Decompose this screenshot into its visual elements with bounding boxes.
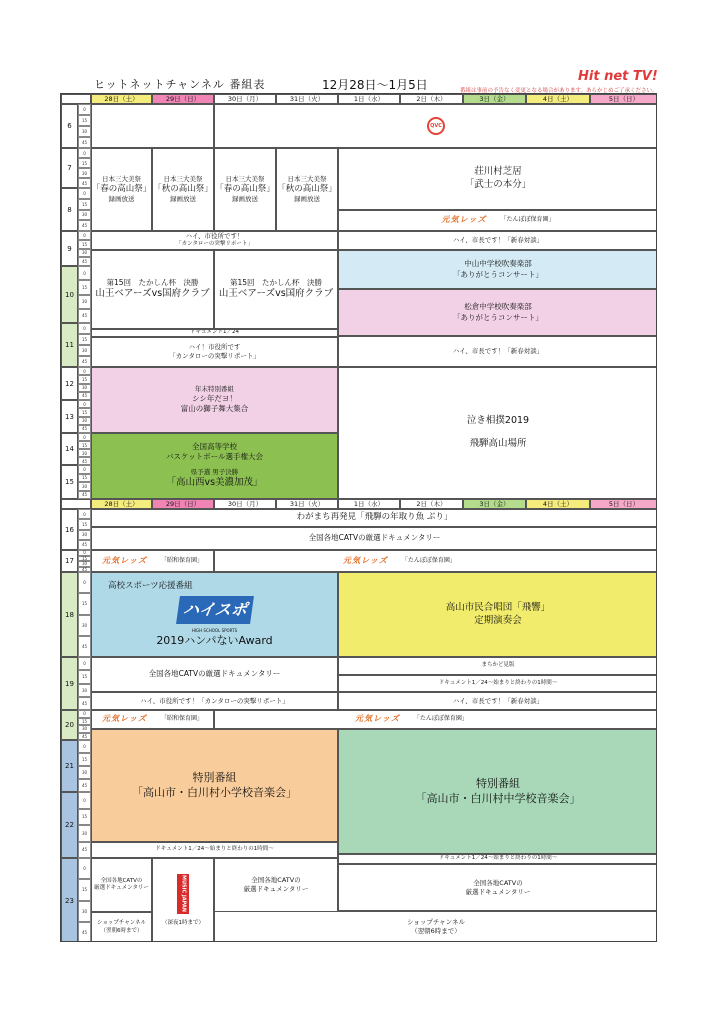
program-nakizumo[interactable]	[338, 367, 657, 499]
minute-label: 15	[78, 158, 91, 168]
minute-label: 30	[78, 295, 91, 309]
minute-label: 0	[78, 266, 91, 280]
program-shop-channel[interactable]	[214, 911, 657, 942]
program-subtitle: 「ありがとうコンサート」	[453, 269, 543, 279]
program-title: 「春の高山祭」	[215, 183, 275, 194]
minute-label: 15	[78, 199, 91, 210]
program-title: 松倉中学校吹奏楽部	[464, 302, 532, 312]
minute-label: 15	[78, 670, 91, 683]
hour-label: 16	[61, 509, 78, 550]
minute-label: 45	[78, 491, 91, 500]
day-header: 28日（土）	[91, 94, 152, 104]
program-title: 全国各地CATVの	[251, 876, 301, 885]
program-bijutsu-haru[interactable]	[91, 148, 152, 231]
channel-title: ヒットネットチャンネル 番組表	[94, 78, 266, 91]
minute-label: 15	[78, 441, 91, 449]
day-header: 2日（木）	[400, 94, 463, 104]
program-catv-documentary[interactable]: 全国各地CATVの厳選ドキュメンタリー	[91, 657, 338, 692]
minute-label: 45	[78, 178, 91, 188]
program-tanpopo[interactable]	[338, 210, 657, 231]
hour-label: 7	[61, 148, 78, 188]
minute-label: 0	[78, 657, 91, 670]
genki-reds-logo: 元気レッズ 「たんぽぽ保育園」	[355, 714, 468, 724]
minute-label: 30	[78, 725, 91, 733]
minute-label: 30	[78, 417, 91, 425]
program-series: 日本三大美祭	[287, 175, 327, 183]
minute-label: 30	[78, 901, 91, 922]
program-hai-shicho[interactable]: ハイ、市長です！「新春対談」	[338, 692, 657, 710]
minute-label: 15	[78, 474, 91, 483]
program-series: 日本三大美祭	[163, 175, 203, 183]
minute-label: 0	[78, 323, 91, 334]
program-nakayama[interactable]	[338, 250, 657, 289]
program-note: （深夜1時まで）	[162, 919, 204, 926]
minute-label: 15	[78, 240, 91, 249]
program-series: 日本三大美祭	[102, 175, 141, 183]
haispo-logo-subtitle: HIGH SCHOOL SPORTS	[191, 628, 238, 634]
day-header: 3日（金）	[463, 94, 526, 104]
minute-label: 30	[78, 561, 91, 567]
program-title: シシ年だヨ！	[192, 394, 237, 404]
program-music-japan[interactable]	[152, 858, 214, 942]
hour-label: 18	[61, 572, 78, 657]
minute-label: 0	[78, 433, 91, 441]
minute-label: 30	[78, 345, 91, 356]
program-document124[interactable]: ドキュメント1／24〜始まりと終わりの1時間〜	[338, 854, 657, 864]
program-takashin[interactable]	[214, 250, 338, 329]
minute-label: 45	[78, 220, 91, 231]
minute-label: 45	[78, 779, 91, 792]
haispo-logo-icon: ハイスポ	[176, 596, 254, 624]
minute-label: 45	[78, 392, 91, 400]
minute-label: 0	[78, 465, 91, 474]
program-title: 中山中学校吹奏楽部	[464, 259, 532, 269]
program-title: ショップチャンネル	[96, 920, 147, 927]
day-header: 30日（月）	[214, 499, 276, 509]
header-corner	[61, 94, 91, 104]
program-title: ハイ、市役所です！	[185, 232, 244, 241]
day-header: 5日（日）	[590, 499, 657, 509]
minute-label: 15	[78, 375, 91, 383]
minute-label: 30	[78, 126, 91, 137]
hitnet-logo: Hit net TV!	[578, 69, 658, 84]
program-subtitle: 定期演奏会	[474, 614, 522, 626]
program-subtitle: 富山の獅子舞大集合	[180, 404, 249, 414]
program-document124[interactable]: ドキュメント1／24	[91, 329, 338, 337]
program-subtitle: 「ありがとうコンサート」	[453, 312, 543, 322]
program-basketball[interactable]	[91, 433, 338, 499]
program-title: 高山市民合唱団「飛響」	[445, 601, 551, 613]
hour-label: 21	[61, 740, 78, 792]
minute-label: 0	[78, 188, 91, 199]
minute-label: 15	[78, 718, 91, 726]
minute-label: 30	[78, 684, 91, 697]
program-haispo[interactable]	[91, 572, 338, 657]
minute-label: 45	[78, 356, 91, 367]
empty-slot	[91, 104, 214, 148]
genki-reds-logo: 元気レッズ 「昭和保育園」	[102, 714, 203, 724]
day-header: 1日（水）	[338, 499, 400, 509]
program-title: 厳選ドキュメンタリー	[243, 885, 309, 893]
program-title: 「春の高山祭」	[91, 183, 152, 194]
program-subtitle: 「カンタローの突撃リポート」	[169, 352, 260, 360]
program-title: 「秋の高山祭」	[277, 183, 337, 194]
program-subtitle: 県予選 男子決勝	[190, 468, 239, 477]
hour-label: 8	[61, 188, 78, 231]
program-wagamachi[interactable]: わがまち再発見「飛騨の年取り魚 ぶり」	[91, 509, 657, 527]
day-header: 30日（月）	[214, 94, 276, 104]
program-catv-documentary[interactable]: 全国各地CATVの厳選ドキュメンタリー	[91, 527, 657, 550]
program-title: 「高山市・白川村小学校音楽会」	[132, 785, 297, 799]
minute-label: 15	[78, 879, 91, 900]
program-hibiki[interactable]	[338, 572, 657, 657]
program-series: 高校スポーツ応援番組	[108, 580, 193, 591]
program-bijutsu-haru[interactable]	[214, 148, 276, 231]
program-subtitle: 「カンタローの突撃リポート」	[176, 241, 253, 248]
day-header: 28日（土）	[91, 499, 152, 509]
minute-label: 45	[78, 842, 91, 859]
hour-label: 6	[61, 104, 78, 148]
day-header: 2日（木）	[400, 499, 463, 509]
qvc-logo-icon: QVC	[427, 117, 445, 135]
program-tanpopo[interactable]	[214, 550, 657, 572]
minute-label: 45	[78, 567, 91, 573]
minute-label: 30	[78, 766, 91, 779]
minute-label: 15	[78, 334, 91, 345]
program-bijutsu-aki[interactable]	[276, 148, 338, 231]
program-note: 録画放送	[294, 195, 320, 204]
program-series: 第15回 たかしん杯 決勝	[106, 278, 199, 288]
minute-label: 0	[78, 104, 91, 115]
schedule-note: 番組は事前の予告なく変更となる場合があります。あらかじめご了承ください。	[460, 88, 658, 94]
program-shokura[interactable]	[338, 289, 657, 336]
day-header: 4日（土）	[526, 94, 590, 104]
minute-label: 30	[78, 482, 91, 491]
genki-reds-logo: 元気レッズ 「昭和保育園」	[102, 555, 203, 565]
program-hai-shiyakusho[interactable]	[91, 337, 338, 367]
minute-label: 30	[78, 449, 91, 457]
program-note: 録画放送	[170, 195, 196, 204]
minute-label: 0	[78, 148, 91, 158]
program-series: 特別番組	[476, 776, 520, 790]
minute-label: 0	[78, 550, 91, 556]
program-grid	[60, 93, 657, 942]
minute-label: 45	[78, 733, 91, 741]
program-catv-documentary[interactable]	[91, 858, 152, 912]
hour-label: 15	[61, 465, 78, 499]
minute-label: 0	[78, 400, 91, 408]
program-subtitle: 「高山西vs美濃加茂」	[166, 477, 263, 489]
hour-label: 17	[61, 550, 78, 572]
program-hai-shicho[interactable]: ハイ、市長です！「新春対談」	[338, 231, 657, 250]
program-title: ショップチャンネル	[407, 918, 465, 927]
minute-label: 0	[78, 367, 91, 375]
minute-label: 0	[78, 509, 91, 519]
program-series: 特別番組	[192, 770, 237, 784]
program-hai-shiyakusho[interactable]	[91, 231, 338, 250]
program-title: 厳選ドキュメンタリー	[465, 887, 531, 896]
music-japan-logo-icon: MUSIC JAPAN	[177, 874, 189, 914]
day-header: 31日（火）	[276, 94, 338, 104]
program-title: ハイ！市役所です	[188, 343, 241, 352]
program-note: 録画放送	[108, 195, 135, 204]
minute-label: 30	[78, 168, 91, 178]
minute-label: 30	[78, 615, 91, 636]
minute-label: 45	[78, 457, 91, 465]
program-shogawa[interactable]	[338, 148, 657, 210]
minute-label: 15	[78, 519, 91, 529]
minute-label: 45	[78, 257, 91, 266]
program-title: 全国各地CATVの	[473, 878, 523, 887]
minute-label: 45	[78, 137, 91, 148]
program-subtitle: 飛騨高山場所	[469, 438, 527, 449]
minute-label: 45	[78, 309, 91, 323]
program-title: 荘川村芝居	[474, 166, 522, 178]
minute-label: 45	[78, 922, 91, 942]
program-takashin[interactable]	[91, 250, 214, 329]
minute-label: 0	[78, 231, 91, 240]
minute-label: 0	[78, 710, 91, 718]
program-series: 第15回 たかしん杯 決勝	[229, 278, 323, 288]
minute-label: 45	[78, 540, 91, 550]
program-shop-channel[interactable]	[91, 912, 152, 942]
minute-label: 0	[78, 858, 91, 879]
day-header: 5日（日）	[590, 94, 657, 104]
hour-label: 10	[61, 266, 78, 323]
program-showa[interactable]	[91, 710, 214, 729]
day-header: 29日（日）	[152, 94, 214, 104]
program-document124[interactable]: ドキュメント1／24〜始まりと終わりの1時間〜	[338, 675, 657, 692]
minute-label: 15	[78, 809, 91, 826]
minute-label: 15	[78, 280, 91, 294]
day-header: 3日（金）	[463, 499, 526, 509]
program-document124[interactable]: ドキュメント1／24〜始まりと終わりの1時間〜	[91, 842, 338, 858]
program-title: 厳選ドキュメンタリー	[94, 885, 149, 891]
program-catv-documentary[interactable]	[214, 858, 338, 912]
program-title: 泣き相撲2019	[466, 415, 530, 427]
minute-label: 30	[78, 530, 91, 540]
day-header: 29日（日）	[152, 499, 214, 509]
minute-label: 0	[78, 792, 91, 809]
hour-label: 12	[61, 367, 78, 400]
minute-label: 15	[78, 408, 91, 416]
minute-label: 45	[78, 636, 91, 657]
program-title: 全国高等学校	[192, 442, 237, 452]
hour-label: 23	[61, 858, 78, 942]
hour-label: 13	[61, 400, 78, 433]
program-note: （翌朝6時まで）	[100, 927, 143, 934]
program-hai-shicho[interactable]: ハイ、市長です！「新春対談」	[338, 336, 657, 367]
genki-reds-logo: 元気レッズ 「たんぽぽ保育園」	[343, 555, 456, 565]
program-series: 年末特別番組	[195, 385, 234, 394]
hour-label: 14	[61, 433, 78, 465]
program-chugakko-ongakukai[interactable]	[338, 729, 657, 854]
program-title: 全国各地CATVの	[100, 877, 143, 884]
program-shishi[interactable]	[91, 367, 338, 433]
hour-label: 22	[61, 792, 78, 858]
program-note: （翌朝6時まで）	[411, 927, 461, 935]
genki-reds-logo: 元気レッズ 「たんぽぽ保育園」	[441, 215, 555, 225]
minute-label: 45	[78, 697, 91, 710]
program-qvc[interactable]	[214, 104, 657, 148]
program-title: 山王ベアーズvs国府クラブ	[95, 288, 210, 300]
minute-label: 30	[78, 210, 91, 221]
hour-label: 11	[61, 323, 78, 367]
minute-label: 30	[78, 384, 91, 392]
program-title: 山王ベアーズvs国府クラブ	[218, 288, 334, 300]
minute-label: 0	[78, 572, 91, 593]
program-machikado[interactable]: まちかど見版	[338, 657, 657, 675]
program-note: 録画放送	[232, 195, 258, 204]
minute-label: 15	[78, 753, 91, 766]
minute-label: 15	[78, 593, 91, 614]
program-tanpopo[interactable]	[214, 710, 657, 729]
hour-label: 19	[61, 657, 78, 710]
day-header: 31日（火）	[276, 499, 338, 509]
hour-label: 20	[61, 710, 78, 740]
minute-label: 45	[78, 425, 91, 433]
minute-label: 30	[78, 249, 91, 258]
day-header: 1日（水）	[338, 94, 400, 104]
minute-label: 0	[78, 740, 91, 753]
minute-label: 30	[78, 825, 91, 842]
program-subtitle: 「武士の本分」	[464, 179, 532, 190]
program-hai-shiyakusho[interactable]: ハイ、市役所です！「カンタローの突撃リポート」	[91, 692, 338, 710]
program-title: 「秋の高山祭」	[153, 183, 213, 194]
program-shogakko-ongakukai[interactable]	[91, 729, 338, 842]
minute-label: 15	[78, 556, 91, 562]
program-bijutsu-aki[interactable]	[152, 148, 214, 231]
header-corner	[61, 499, 91, 509]
program-title: 「高山市・白川村中学校音楽会」	[415, 791, 581, 805]
program-title: 2019ハンパないAward	[156, 633, 273, 647]
program-showa[interactable]	[91, 550, 214, 572]
program-title: バスケットボール選手権大会	[166, 452, 263, 462]
hour-label: 9	[61, 231, 78, 266]
program-series: 日本三大美祭	[225, 175, 265, 183]
minute-label: 15	[78, 115, 91, 126]
date-range: 12月28日〜1月5日	[322, 78, 428, 92]
day-header: 4日（土）	[526, 499, 590, 509]
program-catv-documentary[interactable]	[338, 864, 657, 911]
